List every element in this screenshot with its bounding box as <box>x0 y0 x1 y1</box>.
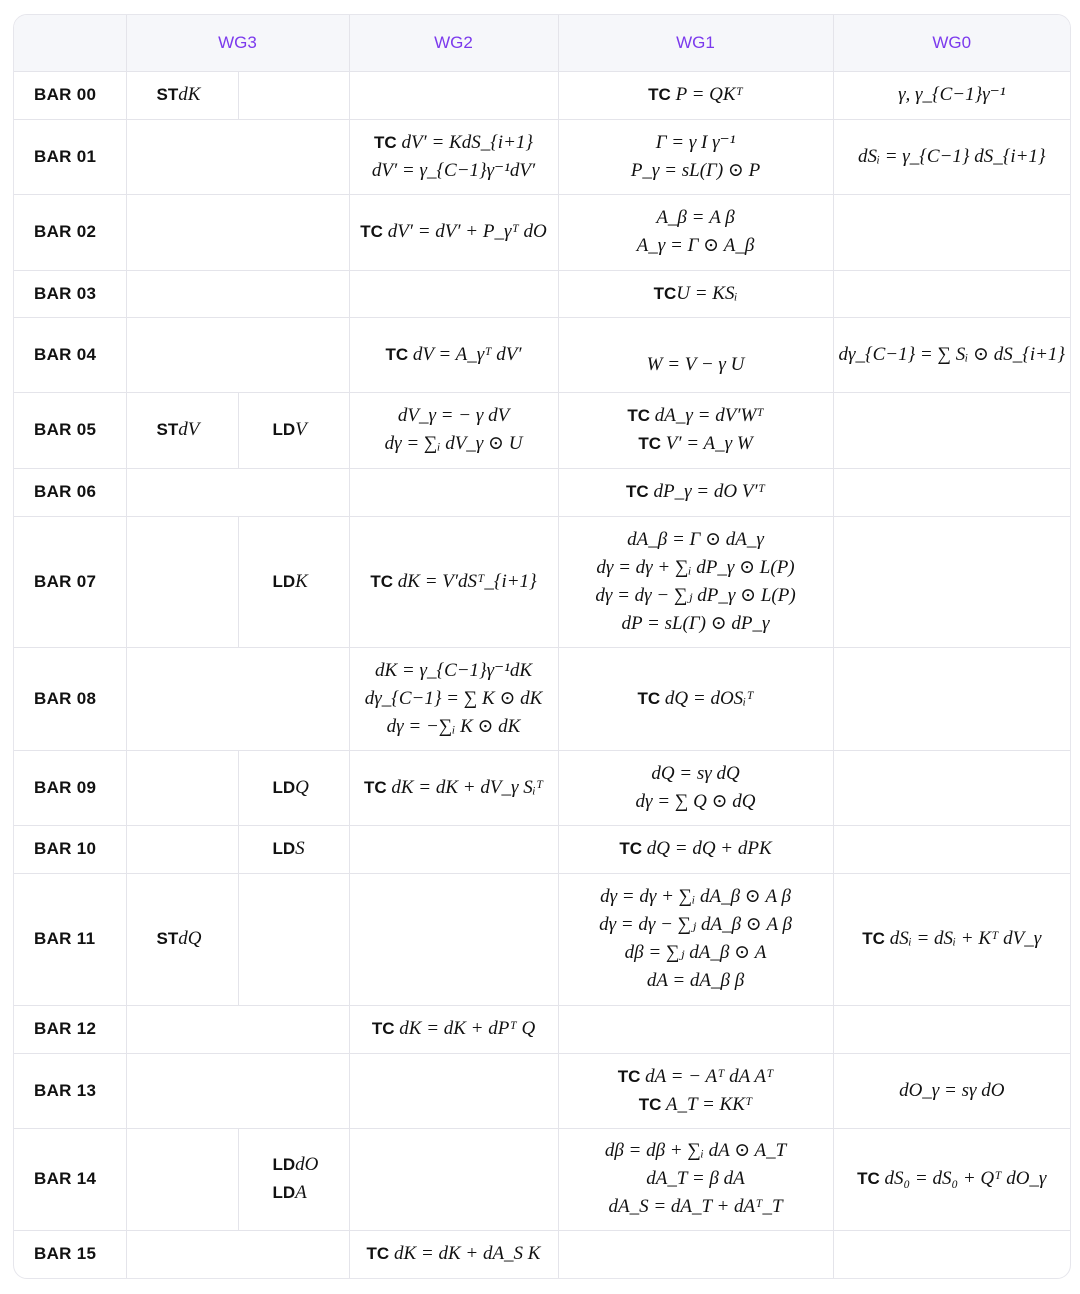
wg1-cell: dβ = dβ + ∑ᵢ dA ⊙ A_T dA_T = β dA dA_S = dA_T + dAᵀ_T <box>558 1128 833 1230</box>
wg2-cell: TC dV′ = dV′ + P_γᵀ dO <box>349 194 558 270</box>
wg1-cell: TC dQ = dQ + dPK <box>558 825 833 873</box>
table-row <box>14 1128 1070 1230</box>
wg2-cell <box>349 825 558 873</box>
wg0-cell: γ, γ_{C−1}γ⁻¹ <box>833 71 1070 119</box>
wg0-cell <box>833 1005 1070 1053</box>
wg3-store-cell: STdQ <box>126 873 238 1005</box>
wg1-cell: A_β = A β A_γ = Γ ⊙ A_β <box>558 194 833 270</box>
header-row <box>14 15 1070 71</box>
header-wg3: WG3 <box>126 15 349 71</box>
wg3-store-cell <box>126 825 238 873</box>
bar-label: BAR 15 <box>14 1230 126 1278</box>
table-row <box>14 825 1070 873</box>
wg0-cell: dSᵢ = γ_{C−1} dS_{i+1} <box>833 119 1070 194</box>
wg2-cell: dV_γ = − γ dV dγ = ∑ᵢ dV_γ ⊙ U <box>349 392 558 468</box>
wg3-load-cell: LDS <box>238 825 349 873</box>
table-row <box>14 392 1070 468</box>
schedule-table-card <box>13 14 1071 1279</box>
wg3-load-cell: LDdO LDA <box>238 1128 349 1230</box>
wg2-cell <box>349 1053 558 1128</box>
wg1-cell <box>558 1230 833 1278</box>
bar-label: BAR 09 <box>14 750 126 825</box>
wg1-cell: dγ = dγ + ∑ᵢ dA_β ⊙ A β dγ = dγ − ∑ⱼ dA_β ⊙ A β dβ = ∑ⱼ dA_β ⊙ A dA = dA_β β <box>558 873 833 1005</box>
wg0-cell: dγ_{C−1} = ∑ Sᵢ ⊙ dS_{i+1} <box>833 317 1070 392</box>
wg0-cell <box>833 392 1070 468</box>
header-wg1: WG1 <box>558 15 833 71</box>
bar-label: BAR 08 <box>14 647 126 750</box>
wg1-cell: W = V − γ U <box>558 317 833 392</box>
bar-label: BAR 04 <box>14 317 126 392</box>
wg3-load-cell <box>238 71 349 119</box>
wg3-cell <box>126 1053 349 1128</box>
wg0-cell <box>833 516 1070 647</box>
wg3-cell <box>126 317 349 392</box>
wg1-cell: TCU = KSᵢ <box>558 270 833 317</box>
wg3-store-cell: STdK <box>126 71 238 119</box>
bar-label: BAR 03 <box>14 270 126 317</box>
bar-label: BAR 11 <box>14 873 126 1005</box>
wg2-cell: TC dK = dK + dV_γ Sᵢᵀ <box>349 750 558 825</box>
wg1-cell: dA_β = Γ ⊙ dA_γ dγ = dγ + ∑ᵢ dP_γ ⊙ L(P) dγ = dγ − ∑ⱼ dP_γ ⊙ L(P) dP = sL(Γ) ⊙ dP_γ <box>558 516 833 647</box>
table-row <box>14 119 1070 194</box>
wg2-cell: TC dK = dK + dPᵀ Q <box>349 1005 558 1053</box>
wg0-cell <box>833 647 1070 750</box>
wg3-cell <box>126 270 349 317</box>
bar-label: BAR 01 <box>14 119 126 194</box>
table-row <box>14 270 1070 317</box>
header-corner <box>14 15 126 71</box>
wg1-cell: TC P = QKᵀ <box>558 71 833 119</box>
wg2-cell: dK = γ_{C−1}γ⁻¹dK dγ_{C−1} = ∑ K ⊙ dK dγ = −∑ᵢ K ⊙ dK <box>349 647 558 750</box>
wg0-cell <box>833 825 1070 873</box>
wg3-cell <box>126 119 349 194</box>
wg2-cell <box>349 1128 558 1230</box>
wg3-load-cell: LDQ <box>238 750 349 825</box>
wg0-cell <box>833 468 1070 516</box>
table-row <box>14 1005 1070 1053</box>
wg2-cell: TC dK = V′dSᵀ_{i+1} <box>349 516 558 647</box>
wg2-cell <box>349 71 558 119</box>
wg2-cell: TC dV = A_γᵀ dV′ <box>349 317 558 392</box>
wg2-cell <box>349 468 558 516</box>
wg3-load-cell: LDK <box>238 516 349 647</box>
wg3-cell <box>126 468 349 516</box>
bar-label: BAR 14 <box>14 1128 126 1230</box>
bar-label: BAR 02 <box>14 194 126 270</box>
wg2-cell: TC dK = dK + dA_S K <box>349 1230 558 1278</box>
wg0-cell <box>833 194 1070 270</box>
wg2-cell <box>349 873 558 1005</box>
wg0-cell <box>833 750 1070 825</box>
bar-label: BAR 10 <box>14 825 126 873</box>
wg3-cell <box>126 194 349 270</box>
table-row <box>14 317 1070 392</box>
wg1-cell: dQ = sγ dQ dγ = ∑ Q ⊙ dQ <box>558 750 833 825</box>
table-row <box>14 647 1070 750</box>
wg3-store-cell: STdV <box>126 392 238 468</box>
wg1-cell: TC dA_γ = dV′Wᵀ TC V′ = A_γ W <box>558 392 833 468</box>
table-row <box>14 750 1070 825</box>
table-row <box>14 873 1070 1005</box>
wg1-cell: TC dA = − Aᵀ dA Aᵀ TC A_T = KKᵀ <box>558 1053 833 1128</box>
table-row <box>14 194 1070 270</box>
wg0-cell: dO_γ = sγ dO <box>833 1053 1070 1128</box>
wg0-cell <box>833 1230 1070 1278</box>
table-row <box>14 468 1070 516</box>
wg2-cell <box>349 270 558 317</box>
wg0-cell: TC dS₀ = dS₀ + Qᵀ dO_γ <box>833 1128 1070 1230</box>
wg1-cell: TC dQ = dOSᵢᵀ <box>558 647 833 750</box>
wg1-cell: TC dP_γ = dO V′ᵀ <box>558 468 833 516</box>
wg3-store-cell <box>126 1128 238 1230</box>
bar-label: BAR 05 <box>14 392 126 468</box>
schedule-table <box>14 15 1070 1278</box>
wg2-cell: TC dV′ = KdS_{i+1} dV′ = γ_{C−1}γ⁻¹dV′ <box>349 119 558 194</box>
wg0-cell: TC dSᵢ = dSᵢ + Kᵀ dV_γ <box>833 873 1070 1005</box>
header-wg0: WG0 <box>833 15 1070 71</box>
wg3-store-cell <box>126 750 238 825</box>
bar-label: BAR 13 <box>14 1053 126 1128</box>
table-row <box>14 71 1070 119</box>
wg1-cell <box>558 1005 833 1053</box>
header-wg2: WG2 <box>349 15 558 71</box>
wg0-cell <box>833 270 1070 317</box>
wg3-load-cell: LDV <box>238 392 349 468</box>
bar-label: BAR 00 <box>14 71 126 119</box>
wg1-cell: Γ = γ I γ⁻¹ P_γ = sL(Γ) ⊙ P <box>558 119 833 194</box>
table-row <box>14 1053 1070 1128</box>
bar-label: BAR 12 <box>14 1005 126 1053</box>
wg3-cell <box>126 647 349 750</box>
bar-label: BAR 07 <box>14 516 126 647</box>
wg3-store-cell <box>126 516 238 647</box>
table-row <box>14 1230 1070 1278</box>
bar-label: BAR 06 <box>14 468 126 516</box>
wg3-load-cell <box>238 873 349 1005</box>
wg3-cell <box>126 1005 349 1053</box>
table-row <box>14 516 1070 647</box>
wg3-cell <box>126 1230 349 1278</box>
